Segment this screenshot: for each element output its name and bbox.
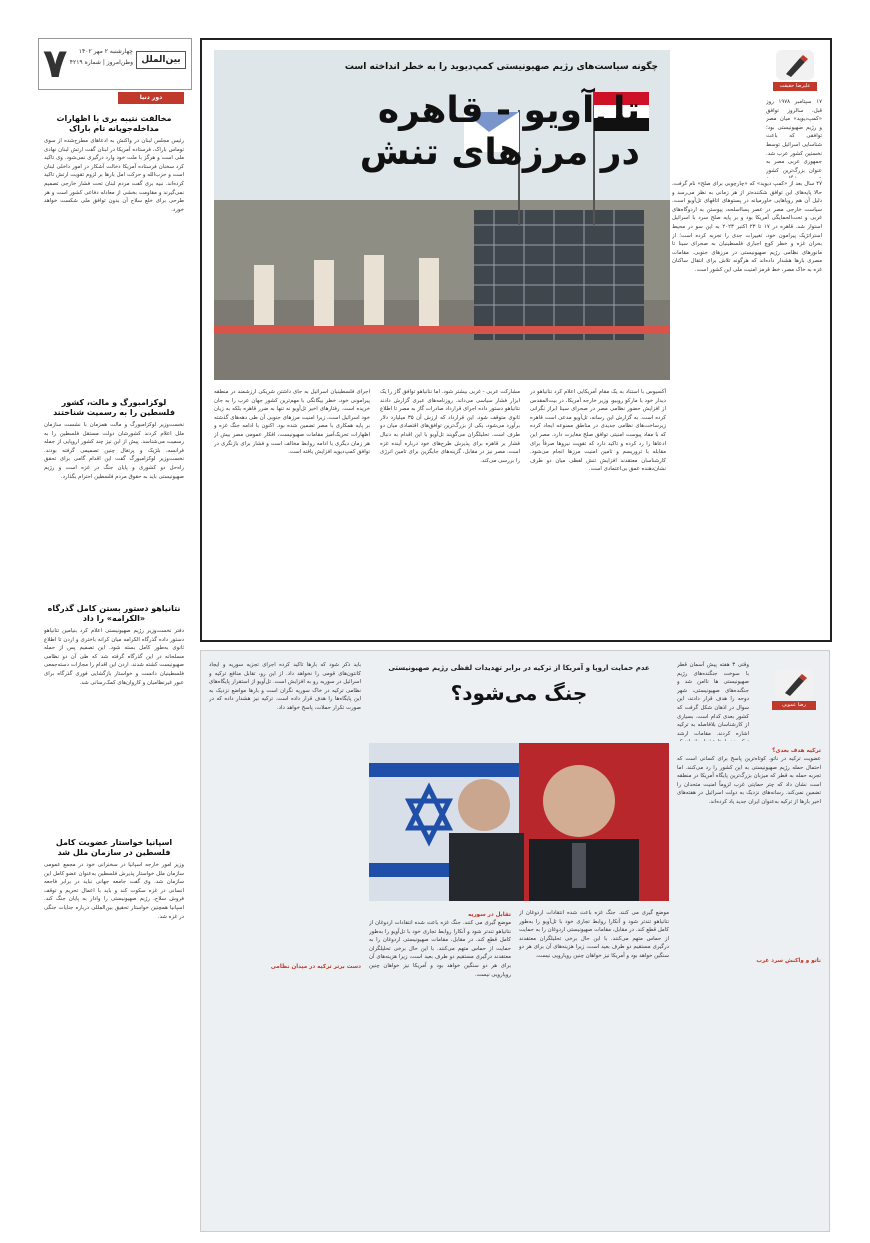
leaders-photo xyxy=(369,743,669,901)
issue-number: وطن‌امروز | شماره ۴۲۱۹ xyxy=(69,59,133,66)
column-text: اجرای فلسطینیان اسرائیل به جای داشتن شریکی ارزشمند در منطقه پیرامونی خود، خطر بیگانگی با مهم‌ترین کشور جهان عرب را به جان خریده است. رفتارهای اخیر تل‌آویو نه تنها به ضرر قاهره بلکه به زیان خود اسرائیل است، زیرا امنیت مرزهای جنوبی آن طی دهه‌های گذشته بر پایه همکاری با مصر تضمین شده بود. اکنون با ادامه جنگ غزه و اظهارات تحریک‌آمیز مقامات صهیونیست، افکار عمومی مصر بیش از هر زمان دیگری با ادامه روابط مخالف است و فشار برای بازنگری در توافق کمپ‌دیوید افزایش یافته است. xyxy=(214,389,370,456)
pen-icon xyxy=(775,669,813,699)
sidebar-article xyxy=(44,604,184,837)
sidebar-article-headline: نتانیاهو دستور بستن کامل گذرگاه «الکرامه» را داد xyxy=(47,604,181,623)
sidebar-article xyxy=(44,838,184,1221)
column-text: مشارکت عربی - غربی بیشتر شود. اما نتانیاهو توافق گاز را یک ابزار فشار سیاسی می‌داند. روزنامه‌های عبری گزارش دادند نتانیاهو دستور داده اجرای قرارداد صادرات گاز به مصر تا اطلاع ثانوی متوقف شود. این قرارداد که ارزش آن ۳۵ میلیارد دلار برآورد می‌شود، یکی از بزرگ‌ترین توافق‌های اقتصادی میان دو طرف است. تحلیلگران می‌گویند تل‌آویو با این اقدام به دنبال فشار بر قاهره برای پذیرش طرح‌های خود درباره آینده غزه است. مصر نیز در مقابل، گزینه‌های جایگزین برای تامین انرژی را بررسی می‌کند. xyxy=(380,389,520,464)
sidebar-article-headline: مخالفت نتیبه بری با اظهارات مداخله‌جویانه تام باراک xyxy=(56,114,172,133)
leaders-illustration xyxy=(369,743,669,901)
article-column xyxy=(369,909,511,1223)
author-byline xyxy=(767,669,821,710)
sidebar xyxy=(38,38,190,1230)
column-text: موضع گیری می کنند. جنگ غزه باعث شده انتقادات اردوغان از نتانیاهو تندتر شود و آنکارا روابط تجاری خود با تل‌آویو را به‌طور کامل قطع کند. در مقابل، مقامات صهیونیستی اردوغان را به حمایت از حماس متهم می‌کنند. با این حال برخی تحلیلگران معتقدند درگیری مستقیم دو طرف بعید است، زیرا هزینه‌های آن برای هر دو سنگین خواهد بود و آمریکا نیز خواهان چنین رویارویی نیست. xyxy=(369,920,511,978)
bottom-article xyxy=(200,650,830,1232)
sidebar-article xyxy=(44,398,184,601)
column-text: وقتی ۳ هفته پیش آسمان قطر با سوخت جنگنده‌های رژیم صهیونیستی ها ناامن شد و جنگنده‌های صهیونیستی، شهر دوحه را هدف قرار دادند، این سوال در اذهان شکل گرفت که کشور بعدی کدام است. بسیاری از کارشناسان بلافاصله به ترکیه اشاره کردند. مقامات ارشد xyxy=(677,662,749,737)
main-headline-line: در مرزهای تنش xyxy=(359,132,640,173)
author-byline xyxy=(768,50,822,91)
column-text: بايد ذكر شود كه بارها تاكيد كرده اجرای تجزیه سوریه و ایجاد کانتون‌های قومی را نخواهد داد. از این رو، تقابل منافع ترکیه و اسرائیل در سوریه رو به افزایش است. تل‌آویو از استقرار پایگاه‌های نظامی ترکیه در خاک سوریه نگران است و بارها مواضع نزدیک به این پایگاه‌ها را هدف قرار داده است. ترکیه نیز هشدار داده که در صورت تکرار حملات، پاسخ خواهد داد. xyxy=(209,662,361,711)
sidebar-article-headline: لوکزامبورگ و مالت، کشور فلسطین را به رسمیت شناختند xyxy=(53,398,175,417)
main-article xyxy=(200,38,832,642)
sidebar-article-body: وزیر امور خارجه اسپانیا در سخنرانی خود در مجمع عمومی سازمان ملل خواستار پذیرش فلسطین به‌عنوان عضو کامل این سازمان شد. وی گفت جامعه جهانی نباید در برابر فاجعه انسانی در غزه سکوت کند و باید با اعمال تحریم و توقف فروش سلاح، رژیم صهیونیستی را وادار به پایان جنگ کند. اسپانیا همچنین خواستار تحقیق بین‌المللی درباره جنایات جنگی در غزه شد. xyxy=(44,862,184,920)
author-name: علیرضا حقیقت xyxy=(773,82,817,91)
main-kicker: چگونه سیاست‌های رژیم صهیونیستی کمپ‌دیوید را به خطر انداخته است xyxy=(344,62,658,72)
sidebar-article-headline: اسپانیا خواستار عضویت کامل فلسطین در سازمان ملل شد xyxy=(55,838,173,857)
issue-date: چهارشنبه ۲ مهر ۱۴۰۲ xyxy=(78,48,133,55)
bottom-kicker: عدم حمایت اروپا و آمریکا از ترکیه در برابر تهدیدات لفظی رژیم صهیونیستی xyxy=(388,664,650,672)
border-fence-photo xyxy=(214,50,670,380)
main-headline xyxy=(360,90,640,174)
column-text: عضویت ترکیه در ناتو، کوتاه‌ترین پاسخ برای کسانی است که احتمال حمله رژیم صهیونیستی به این کشور را رد می‌کنند. اما تجربه حمله به قطر که میزبان بزرگ‌ترین پایگاه آمریکا در منطقه است نشان داد که چتر حمایتی غرب لزوماً امنیت متحدان را تضمین نمی‌کند. رسانه‌های نزدیک به دولت اسرائیل در هفته‌های اخیر بارها از ترکیه به‌عنوان ایران جدید یاد کرده‌اند. xyxy=(677,756,821,805)
masthead xyxy=(38,38,192,90)
column-text: موضع گیری می کنند. جنگ غزه باعث شده انتقادات اردوغان از نتانیاهو تندتر شود و آنکارا روابط تجاری خود با تل‌آویو را به‌طور کامل قطع کند. در مقابل، مقامات صهیونیستی اردوغان را به حمایت از حماس متهم می‌کنند. با این حال برخی تحلیلگران معتقدند درگیری مستقیم دو طرف بعید است، زیرا هزینه‌های آن برای هر دو سنگین خواهد بود و آمریکا نیز خواهان چنین رویارویی نیست. xyxy=(519,910,669,959)
sidebar-article-body: نخست‌وزیر لوکزامبورگ و مالت همزمان با نشست سازمان ملل اعلام کردند کشورشان دولت مستقل فلسطین را به رسمیت می‌شناسد. پیش از این نیز چند کشور اروپایی از جمله فرانسه، بلژیک و پرتغال چنین تصمیمی گرفته بودند. نخست‌وزیر لوکزامبورگ گفت این اقدام گامی برای تحقق راه‌حل دو کشوری و پایان جنگ در غزه است و رژیم صهیونیستی باید به حقوق مردم فلسطین احترام بگذارد. xyxy=(44,422,184,480)
column-text: ۱۷ سپتامبر ۱۹۷۸ روز قبل، سالروز توافق «کمپ‌دیوید» میان مصر و رژیم صهیونیستی بود؛ توافقی که باعث شناسایی اسرائیل توسط نخستین کشور عرب شد. جمهوری عربی مصر به عنوان بزرگ‌ترین کشور xyxy=(766,99,822,174)
author-name: رضا عمویی xyxy=(772,701,816,710)
article-column xyxy=(677,745,821,1223)
pen-icon xyxy=(776,50,814,80)
section-title: بین‌الملل xyxy=(136,51,186,69)
subheading: تقابل در سوریه xyxy=(467,912,511,918)
section-tab: دور دنیا xyxy=(118,92,184,104)
subheading: ناتو و واکنش سرد غرب xyxy=(756,958,821,964)
article-column xyxy=(209,661,361,1223)
bottom-headline: جنگ می‌شود؟ xyxy=(450,681,588,705)
sidebar-article-body: رئیس مجلس لبنان در واکنش به ادعاهای مطرح‌شده از سوی توماس باراک، فرستاده آمریکا در لبنان گفت ارتش لبنان نهادی ملی است و هرگز با ملت خود وارد درگیری نمی‌شود. وی تاکید کرد سخنان فرستاده آمریکا دخالت آشکار در امور داخلی لبنان است و حزب‌الله و حرکت امل بارها بر لزوم تقویت ارتش تاکید کرده‌اند. نبیه بری گفت مردم لبنان تحت فشار خارجی تصمیم نمی‌گیرند و مقاومت بخشی از معادله دفاعی کشور است و هر طرحی برای خلع سلاح آن بدون توافق ملی شکست خواهد خورد. xyxy=(44,138,184,213)
sidebar-article-body: دفتر نخست‌وزیر رژیم صهیونیستی اعلام کرد بنیامین نتانیاهو دستور داده گذرگاه الکرامه میان کرانه باختری و اردن تا اطلاع ثانوی به‌طور کامل بسته شود. این تصمیم پس از حمله مسلحانه در این گذرگاه گرفته شد که طی آن دو نظامی صهیونیست کشته شدند. اردن این اقدام را مجازات دسته‌جمعی فلسطینیان دانست و خواستار بازگشایی فوری گذرگاه برای عبور غیرنظامیان و کاروان‌های کمک‌رسانی شد. xyxy=(44,628,184,686)
subheading: دست برتر ترکیه در میدان نظامی xyxy=(270,964,361,970)
sidebar-article xyxy=(44,114,184,387)
main-headline-line: تل‌آویو - قاهره xyxy=(377,90,640,131)
subheading: ترکیه هدف بعدی؟ xyxy=(772,748,821,754)
page-number: ۷ xyxy=(43,41,68,87)
column-text: آکسیوس با استناد به یک مقام آمریکایی اعلام کرد نتانیاهو در دیدار خود با مارکو روبیو، وزیر خارجه آمریکا، در بیت‌المقدس از افزایش حضور نظامی مصر در صحرای سینا ابراز نگرانی کرده است. به گزارش این رسانه، تل‌آویو مدعی است قاهره زیرساخت‌های نظامی جدیدی در مناطق ممنوعه ایجاد کرده که با مفاد پیوست امنیتی توافق صلح مغایرت دارد. مصر این ادعاها را رد کرده و تاکید دارد که تقویت نیروها صرفاً برای مقابله با تروریسم و تامین امنیت مرزها انجام می‌شود. کارشناسان معتقدند افزایش تنش لفظی میان دو طرف نشان‌دهنده عمق بی‌اعتمادی است. xyxy=(530,389,666,473)
column-text: ۴۷ سال بعد از «کمپ دیوید» که «چارچوبی برای صلح» نام گرفت، حالا پایه‌های این توافق شکننده‌تر از هر زمانی به نظر می‌رسد و دلیل آن هم رویاهایی خاورمیانه در پستوهای اتاقهای تل‌آویو است. سیاست خارجی مصر در عصر پسااسلحه، پیوستن به اردوگاه‌های غربی و تحت‌الحمایگی آمریکا بود و بر پایه صلح سرد با اسرائیل استوار شد. قاهره در ۱۷ تا ۲۳ اکتبر ۲۰۲۳ به این سو در محیط استراتژیک پیرامون خود، تغییرات جدی را تجربه کرده است؛ از بحران غزه و خطر کوچ اجباری فلسطینیان به صحرای سینا تا مانورهای نظامی رژیم صهیونیستی در مرزهای جنوبی. مقامات مصری بارها هشدار داده‌اند که هرگونه تلاش برای انتقال ساکنان غزه به خاک مصر، خط قرمز امنیت ملی این کشور است. xyxy=(672,181,822,273)
